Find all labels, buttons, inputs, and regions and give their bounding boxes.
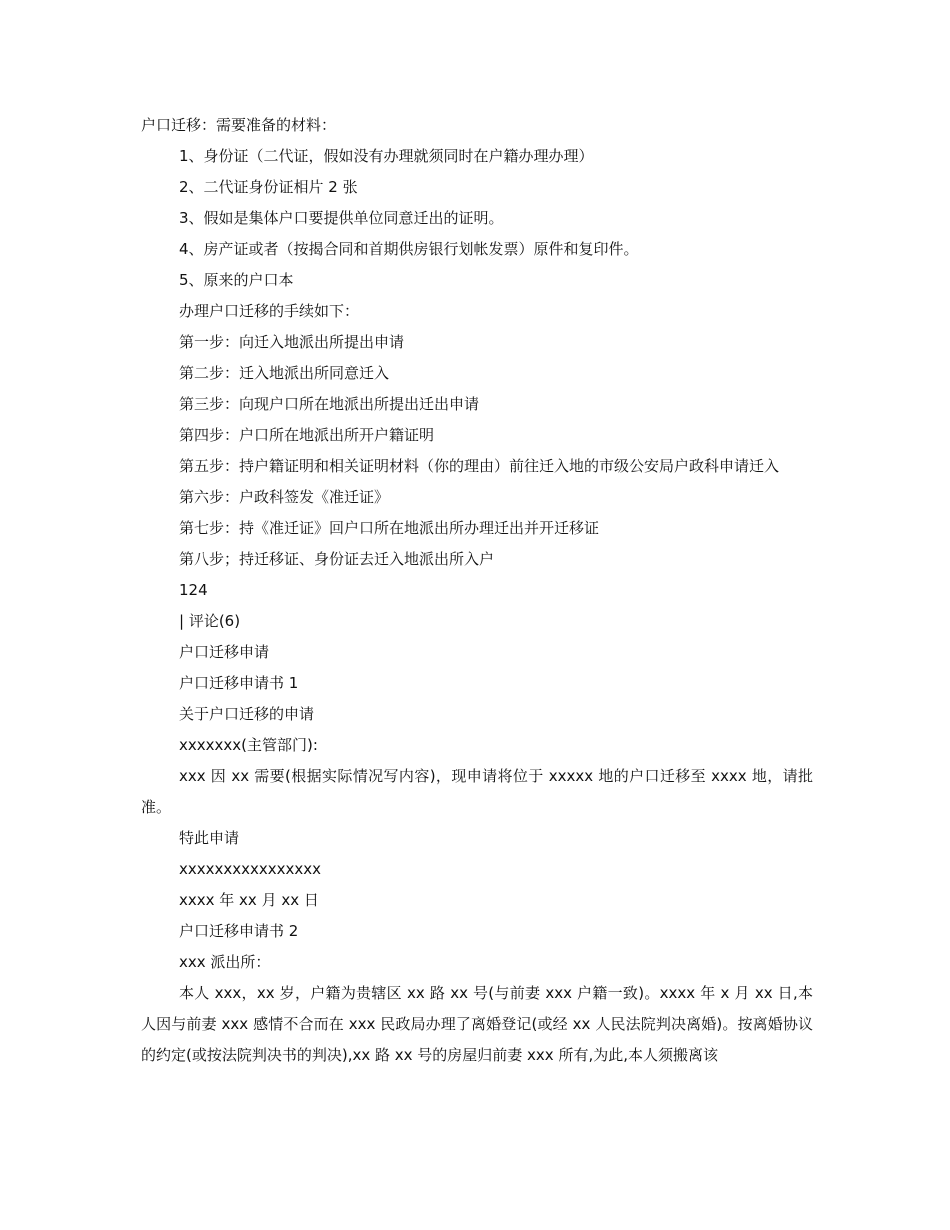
- material-item: 2、二代证身份证相片 2 张: [179, 178, 358, 196]
- material-item: 1、身份证（二代证，假如没有办理就须同时在户籍办理办理）: [179, 147, 594, 165]
- letter1-body: xxx 因 xx 需要(根据实际情况写内容)，现申请将位于 xxxxx 地的户口迁移至 xxxx 地，请批准。: [141, 767, 813, 816]
- material-item: 5、原来的户口本: [179, 271, 294, 289]
- procedure-step: 第四步：户口所在地派出所开户籍证明: [179, 426, 435, 444]
- comments-link[interactable]: | 评论(6): [179, 612, 241, 630]
- letter2-title: 户口迁移申请书 2: [179, 922, 299, 940]
- procedure-step: 第七步：持《准迁证》回户口所在地派出所办理迁出并开迁移证: [179, 519, 600, 537]
- procedure-step: 第五步：持户籍证明和相关证明材料（你的理由）前往迁入地的市级公安局户政科申请迁入: [179, 457, 780, 475]
- procedure-step: 第八步；持迁移证、身份证去迁入地派出所入户: [179, 550, 495, 568]
- procedure-step: 第二步：迁入地派出所同意迁入: [179, 364, 390, 382]
- document-body: [141, 110, 813, 1071]
- procedure-step: 第一步：向迁入地派出所提出申请: [179, 333, 405, 351]
- letter1-title: 户口迁移申请书 1: [179, 674, 299, 692]
- procedure-step: 第六步：户政科签发《准迁证》: [179, 488, 390, 506]
- letter2-salutation: xxx 派出所：: [179, 953, 271, 971]
- letter1-date: xxxx 年 xx 月 xx 日: [179, 891, 319, 909]
- procedure-heading: 办理户口迁移的手续如下：: [179, 302, 360, 320]
- letter1-subject: 关于户口迁移的申请: [179, 705, 315, 723]
- application-title: 户口迁移申请: [179, 643, 270, 661]
- view-count: 124: [179, 581, 208, 599]
- letter2-body: 本人 xxx，xx 岁，户籍为贵辖区 xx 路 xx 号(与前妻 xxx 户籍一致)。xxxx 年 x 月 xx 日,本人因与前妻 xxx 感情不合而在 xxx 民政局办理了离婚登记(或经 xx 人民法院判决离婚)。按离婚协议的约定(或按法院判决书的判决),xx 路 xx 号的房屋归前妻 xxx 所有,为此,本人须搬离该: [141, 984, 813, 1064]
- material-item: 3、假如是集体户口要提供单位同意迁出的证明。: [179, 209, 504, 227]
- letter1-signature: xxxxxxxxxxxxxxxx: [179, 860, 322, 878]
- letter1-closing: 特此申请: [179, 829, 240, 847]
- material-item: 4、房产证或者（按揭合同和首期供房银行划帐发票）原件和复印件。: [179, 240, 639, 258]
- procedure-step: 第三步：向现户口所在地派出所提出迁出申请: [179, 395, 480, 413]
- materials-heading: 户口迁移：需要准备的材料：: [141, 116, 337, 134]
- letter1-salutation: xxxxxxx(主管部门):: [179, 736, 318, 754]
